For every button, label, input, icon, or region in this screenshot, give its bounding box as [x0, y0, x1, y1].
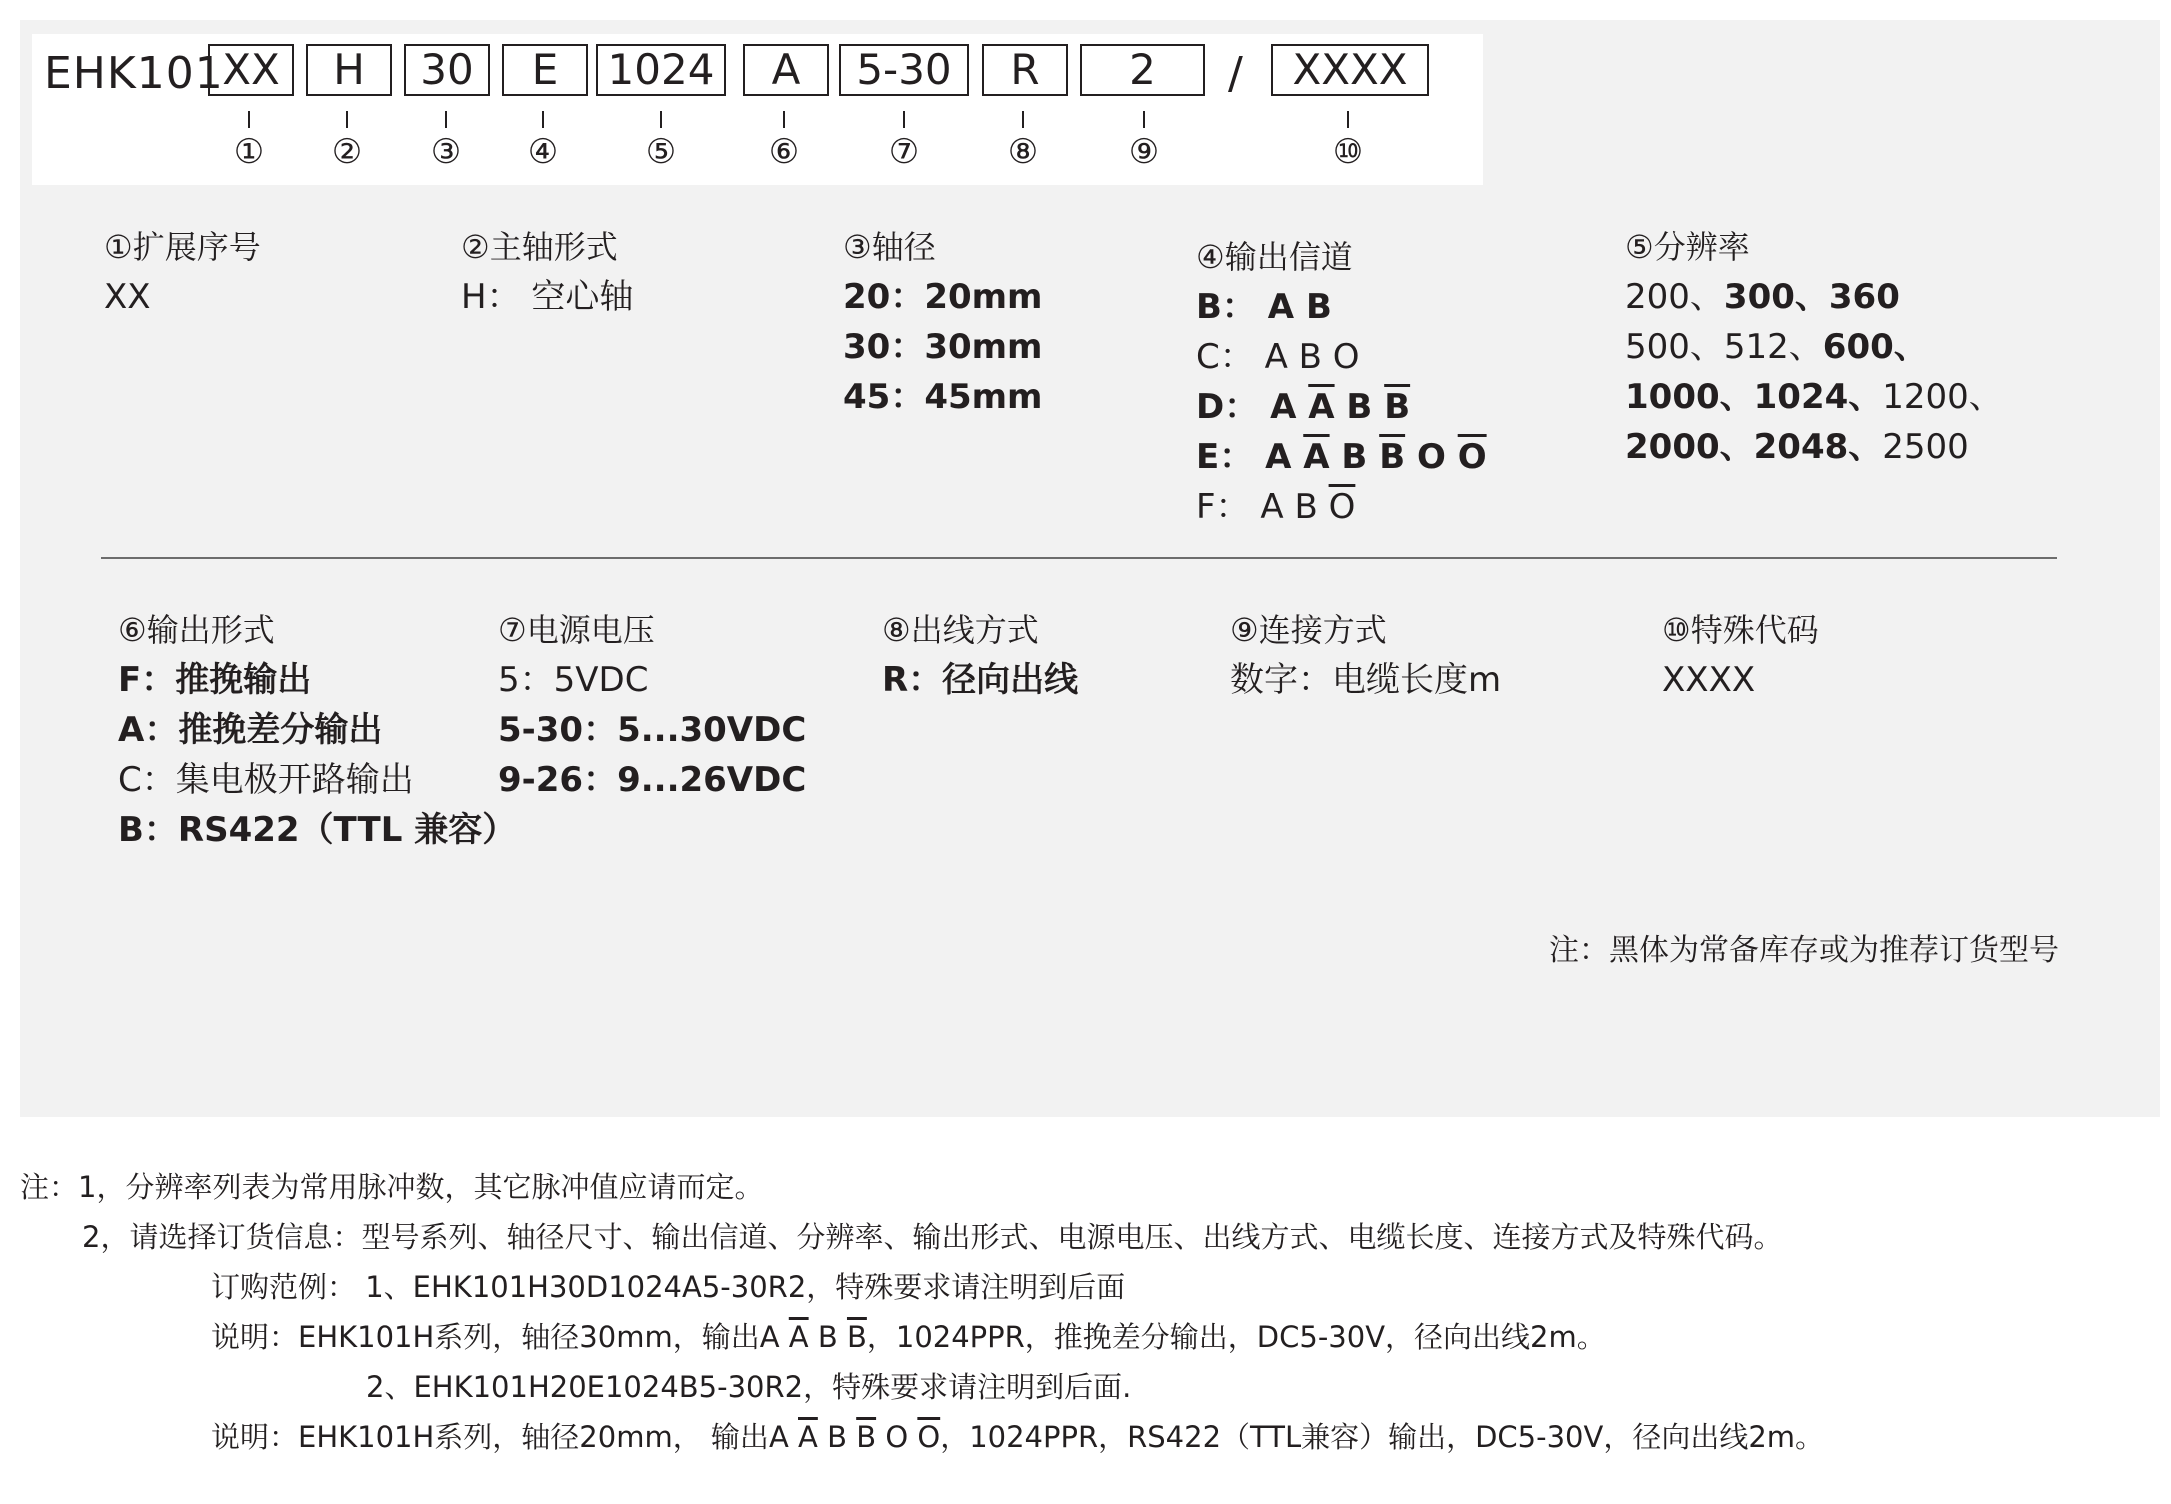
signal-o-inverted: $\overline{O}$	[1457, 437, 1487, 477]
channel-option-c	[1196, 332, 1487, 382]
code-segment-9: 2	[1080, 44, 1205, 96]
section-title: ③轴径	[843, 228, 936, 266]
section-title: ④输出信道	[1196, 238, 1353, 276]
order-example-2: 2、EHK101H20E1024B5-30R2，特殊要求请注明到后面.	[366, 1370, 1132, 1404]
signal-b-inverted: $\overline{B}$	[1384, 387, 1411, 427]
section-title: ⑧出线方式	[882, 611, 1039, 649]
code-segment-3: 30	[404, 44, 490, 96]
code-segment-2: H	[306, 44, 392, 96]
stock-note: 注：黑体为常备库存或为推荐订货型号	[1549, 933, 2059, 968]
example-2-description	[211, 1415, 1824, 1459]
resolution-values: 1200、	[1882, 377, 2003, 417]
marker-6: ⑥	[768, 132, 800, 172]
code-segment-10: XXXX	[1271, 44, 1429, 96]
option-key: D：	[1196, 387, 1259, 427]
section-divider	[101, 557, 2057, 559]
signal-b: B	[1305, 287, 1332, 327]
marker-tick	[660, 111, 662, 128]
option-line: XX	[104, 277, 151, 317]
signal-o: O	[1332, 337, 1360, 377]
signal-b: B	[1298, 337, 1322, 377]
option-key: E：	[1196, 437, 1254, 477]
description-text: 说明：EHK101H系列，轴径20mm， 输出	[211, 1420, 769, 1454]
resolution-values-stock: 2000、2048、	[1625, 427, 1883, 467]
marker-tick	[1143, 111, 1145, 128]
signal-b: B	[1294, 487, 1318, 527]
channel-option-b	[1196, 282, 1487, 332]
code-segment-6: A	[743, 44, 829, 96]
example-1-description	[211, 1315, 1606, 1359]
footnote-1: 注：1，分辨率列表为常用脉冲数，其它脉冲值应请而定。	[20, 1170, 764, 1204]
marker-tick	[1347, 111, 1349, 128]
marker-10: ⑩	[1332, 132, 1364, 172]
marker-tick	[346, 111, 348, 128]
option-line: H： 空心轴	[461, 277, 634, 317]
resolution-values-stock: 1000、1024、	[1625, 377, 1883, 417]
section-power-supply	[498, 605, 806, 805]
marker-8: ⑧	[1007, 132, 1039, 172]
option-line: 30：30mm	[843, 327, 1043, 367]
section-title: ⑥输出形式	[118, 611, 275, 649]
signal-b: B	[1346, 387, 1373, 427]
channel-option-d	[1196, 382, 1487, 432]
marker-tick	[783, 111, 785, 128]
signal-b: B	[1341, 437, 1368, 477]
resolution-line	[1625, 322, 2003, 372]
resolution-values-stock: 300、360	[1723, 277, 1900, 317]
signal-b-inverted: $\overline{B}$	[846, 1320, 867, 1354]
description-text: ，1024PPR，RS422（TTL兼容）输出，DC5-30V，径向出线2m。	[940, 1420, 1825, 1454]
option-line: 5-30：5...30VDC	[498, 710, 807, 750]
signal-a-inverted: $\overline{A}$	[798, 1420, 818, 1454]
signal-a-inverted: $\overline{A}$	[788, 1320, 809, 1354]
code-segment-4: E	[502, 44, 588, 96]
option-line: 45：45mm	[843, 377, 1043, 417]
code-slash: /	[1228, 48, 1243, 99]
option-line: XXXX	[1662, 660, 1756, 700]
signal-a: A	[1265, 437, 1292, 477]
signal-b: B	[827, 1420, 847, 1454]
resolution-values: 200、	[1625, 277, 1724, 317]
marker-3: ③	[430, 132, 462, 172]
resolution-line	[1625, 272, 2003, 322]
option-line: 20：20mm	[843, 277, 1043, 317]
marker-2: ②	[331, 132, 363, 172]
footnote-2: 2，请选择订货信息：型号系列、轴径尺寸、输出信道、分辨率、输出形式、电源电压、出线方式、电缆长度、连接方式及特殊代码。	[82, 1220, 1783, 1254]
option-line: 5：5VDC	[498, 660, 649, 700]
section-connection	[1230, 605, 1501, 705]
signal-a: A	[759, 1320, 780, 1354]
marker-7: ⑦	[888, 132, 920, 172]
section-special-code	[1662, 605, 1819, 705]
marker-tick	[903, 111, 905, 128]
section-resolution	[1625, 222, 2003, 472]
marker-4: ④	[527, 132, 559, 172]
marker-tick	[445, 111, 447, 128]
option-key: F：	[1196, 487, 1250, 527]
signal-o-inverted: $\overline{O}$	[1328, 487, 1356, 527]
section-shaft-type	[461, 222, 633, 322]
marker-1: ①	[233, 132, 265, 172]
section-cable-outlet	[882, 605, 1078, 705]
section-title: ⑦电源电压	[498, 611, 655, 649]
marker-5: ⑤	[645, 132, 677, 172]
signal-o: O	[1416, 437, 1446, 477]
signal-o: O	[885, 1420, 909, 1454]
resolution-values: 2500	[1882, 427, 1969, 467]
description-text: ，1024PPR，推挽差分输出，DC5-30V，径向出线2m。	[866, 1320, 1606, 1354]
signal-b: B	[817, 1320, 838, 1354]
section-expansion	[104, 222, 261, 322]
model-prefix: EHK101	[44, 48, 224, 99]
signal-o-inverted: $\overline{O}$	[917, 1420, 941, 1454]
signal-a: A	[1260, 487, 1284, 527]
resolution-line	[1625, 372, 2003, 422]
marker-tick	[1022, 111, 1024, 128]
section-output-type	[118, 605, 516, 855]
option-line: B：RS422（TTL 兼容）	[118, 810, 517, 850]
code-segment-8: R	[982, 44, 1068, 96]
option-line: 9-26：9...26VDC	[498, 760, 807, 800]
signal-a: A	[1270, 387, 1297, 427]
description-text: 说明：EHK101H系列，轴径30mm，输出	[211, 1320, 760, 1354]
option-line: C：集电极开路输出	[118, 760, 414, 800]
section-title: ⑩特殊代码	[1662, 611, 1819, 649]
signal-a: A	[768, 1420, 789, 1454]
signal-a: A	[1267, 287, 1295, 327]
resolution-line	[1625, 422, 2003, 472]
code-segment-1: XX	[208, 44, 294, 96]
option-key: B：	[1196, 287, 1256, 327]
signal-a: A	[1264, 337, 1288, 377]
marker-tick	[542, 111, 544, 128]
section-output-channels	[1196, 232, 1487, 532]
resolution-values: 500、512、	[1625, 327, 1823, 367]
marker-tick	[248, 111, 250, 128]
marker-9: ⑨	[1128, 132, 1160, 172]
section-title: ②主轴形式	[461, 228, 618, 266]
code-segment-7: 5-30	[839, 44, 969, 96]
section-title: ①扩展序号	[104, 228, 261, 266]
option-line: A：推挽差分输出	[118, 710, 383, 750]
channel-option-f	[1196, 482, 1487, 532]
option-line: R：径向出线	[882, 660, 1079, 700]
channel-option-e	[1196, 432, 1487, 482]
signal-b-inverted: $\overline{B}$	[1379, 437, 1406, 477]
section-title: ⑤分辨率	[1625, 228, 1750, 266]
option-key: C：	[1196, 337, 1254, 377]
resolution-values-stock: 600、	[1822, 327, 1928, 367]
section-title: ⑨连接方式	[1230, 611, 1387, 649]
signal-a-inverted: $\overline{A}$	[1308, 387, 1335, 427]
signal-a-inverted: $\overline{A}$	[1303, 437, 1330, 477]
code-segment-5: 1024	[596, 44, 726, 96]
signal-b-inverted: $\overline{B}$	[856, 1420, 877, 1454]
section-shaft-diameter	[843, 222, 1042, 422]
option-line: 数字：电缆长度m	[1230, 660, 1502, 700]
option-line: F：推挽输出	[118, 660, 312, 700]
order-example-1: 订购范例： 1、EHK101H30D1024A5-30R2，特殊要求请注明到后面	[211, 1270, 1126, 1304]
